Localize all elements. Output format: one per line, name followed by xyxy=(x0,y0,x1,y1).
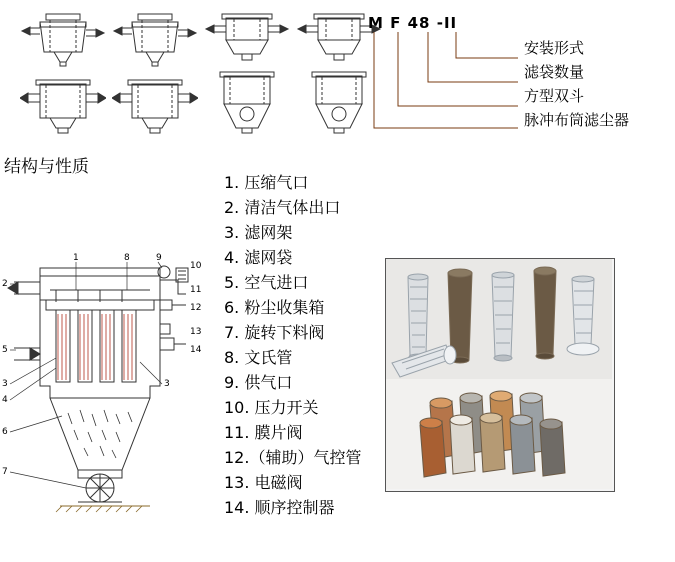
part-item-5: 5. 空气进口 xyxy=(224,273,309,292)
part-item-3: 3. 滤网架 xyxy=(224,223,293,242)
part-item-8: 8. 文氏管 xyxy=(224,348,293,367)
orthographic-views xyxy=(8,4,368,134)
dust-collector-drawing xyxy=(0,238,230,513)
view-6 xyxy=(112,76,198,138)
part-item-10: 10. 压力开关 xyxy=(224,398,319,417)
callout-14: 14 xyxy=(190,345,202,355)
callout-12: 12 xyxy=(190,303,202,313)
legend-item-1: 滤袋数量 xyxy=(524,63,585,81)
callout-2: 2 xyxy=(2,279,8,289)
part-item-14: 14. 顺序控制器 xyxy=(224,498,335,517)
model-code-legend xyxy=(524,36,629,132)
part-item-2: 2. 清洁气体出口 xyxy=(224,198,341,217)
callout-13: 13 xyxy=(190,327,202,337)
view-5 xyxy=(20,76,106,138)
model-code-label: M F 48 -II xyxy=(368,14,458,32)
parts-list xyxy=(224,170,379,520)
callout-7: 7 xyxy=(2,467,8,477)
callout-11: 11 xyxy=(190,285,202,295)
section-title: 结构与性质 xyxy=(4,157,89,177)
view-2 xyxy=(112,6,198,68)
callout-3-left: 3 xyxy=(2,379,8,389)
part-item-9: 9. 供气口 xyxy=(224,373,293,392)
view-3 xyxy=(204,6,290,68)
callout-9: 9 xyxy=(156,253,162,263)
callout-3-right: 3 xyxy=(164,379,170,389)
legend-item-0: 安装形式 xyxy=(524,39,585,57)
view-1 xyxy=(20,6,106,68)
part-item-13: 13. 电磁阀 xyxy=(224,473,303,492)
callout-5: 5 xyxy=(2,345,8,355)
model-code-leaders xyxy=(368,28,518,136)
part-item-6: 6. 粉尘收集箱 xyxy=(224,298,325,317)
part-item-1: 1. 压缩气口 xyxy=(224,173,309,192)
part-item-4: 4. 滤网袋 xyxy=(224,248,293,267)
product-photo xyxy=(385,258,615,492)
view-7 xyxy=(204,70,290,132)
callout-1: 1 xyxy=(73,253,79,263)
callout-8: 8 xyxy=(124,253,130,263)
callout-10: 10 xyxy=(190,261,202,271)
part-item-11: 11. 膜片阀 xyxy=(224,423,303,442)
legend-item-2: 方型双斗 xyxy=(524,87,585,105)
callout-4: 4 xyxy=(2,395,8,405)
part-item-7: 7. 旋转下料阀 xyxy=(224,323,325,342)
part-item-12: 12.（辅助）气控管 xyxy=(224,448,362,467)
callout-6: 6 xyxy=(2,427,8,437)
legend-item-3: 脉冲布筒滤尘器 xyxy=(524,111,630,129)
